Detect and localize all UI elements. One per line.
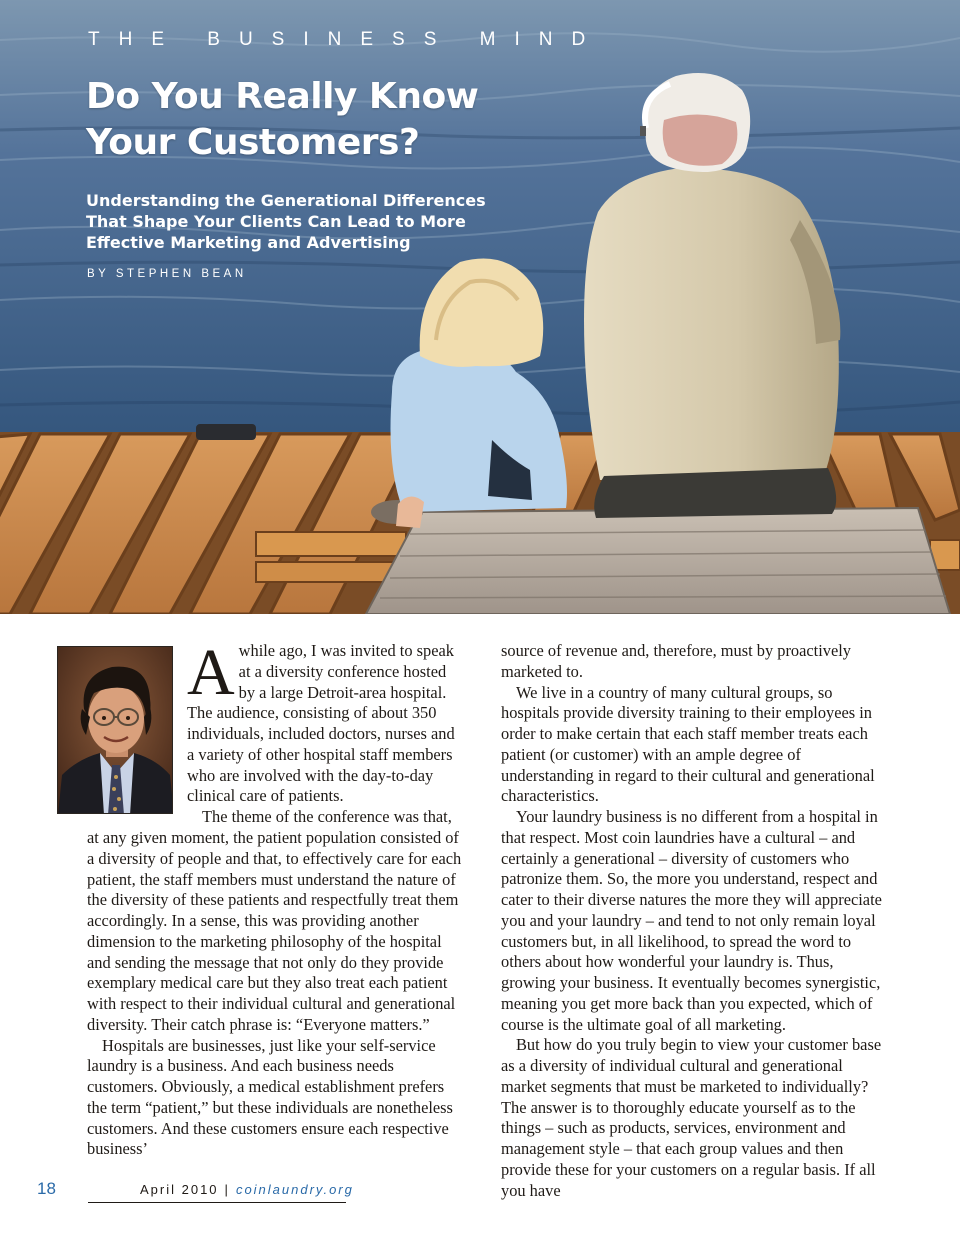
author-headshot (57, 646, 173, 814)
article-deck: Understanding the Generational Differences That Shape Your Clients Can Lead to More Effective Marketing and Advertising (86, 191, 486, 252)
article-column-2 (501, 641, 891, 1201)
article-paragraph-2: at any given moment, the patient population consisted of a diversity of people and that, to effectively care for each patient, the staff members must understand the nature of the diversity of these patients and respectfully treat them accordingly. In a sense, this was providing another dimension to the marketing philosophy of the hospital and sending the message that not only do they provide exemplary medical care but they also treat each patient with respect to their individual cultural and generational diversity. Their catch phrase is: “Everyone matters.” (87, 828, 462, 1034)
article-paragraph-1: Awhile ago, I was invited to speak at a diversity conference hosted by a large Detroit-area hospital. The audience, consisting of about 350 individuals, included doctors, nurses and a variety of other hospital staff members who are involved with the day-to-day clinical care of patients. (187, 636, 455, 806)
article-paragraph-3: Hospitals are businesses, just like your self-service laundry is a business. And each business needs customers. Obviously, a medical establishment prefers the term “patient,” but these individuals are nonetheless customers. And these customers ensure each respective business’ (87, 1035, 453, 1159)
section-label: THE BUSINESS MIND (88, 29, 605, 50)
article-paragraph-4: We live in a country of many cultural groups, so hospitals provide diversity training to their employees in order to make certain that each staff member treats each patient (or customer) with an ample degree of understanding in regard to their cultural and generational characteristics. (501, 682, 875, 806)
website-link[interactable]: coinlaundry.org (235, 1182, 354, 1197)
article-paragraph-6: But how do you truly begin to view your customer base as a diversity of individual cultural and generational market segments that must be marketed to individually? The answer is to thoroughly educate yourself as to the things – such as products, services, environment and management style – that each group values and then provide these for your customers on a regular basis. If all you have (501, 1035, 882, 1200)
hero-photo (0, 0, 960, 614)
article-paragraph-2-start: The theme of the conference was that, (202, 807, 452, 826)
article-column-1 (87, 828, 467, 1160)
author-portrait-illustration (58, 647, 173, 814)
article-column-1-top (187, 636, 459, 828)
article-paragraph-5: Your laundry business is no different from a hospital in that respect. Most coin laundries have a cultural – and certainly a generational – diversity of customers who patronize them. So, the more you understand, respect and cater to their diverse natures the more they will appreciate you and your laundry – and tend to not only remain loyal customers but, in all likelihood, to spread the word to others about how wonderful your laundry is. Thus, growing your business. It eventually becomes synergistic, meaning you get more back than you expected, which of course is the ultimate goal of all marketing. (501, 807, 882, 1034)
article-byline: BY STEPHEN BEAN (87, 268, 247, 280)
footer-separator: | (224, 1182, 230, 1197)
issue-date: April 2010 (140, 1182, 219, 1197)
footer-info (140, 1182, 354, 1197)
article-headline: Do You Really Know Your Customers? (86, 76, 479, 163)
page-number: 18 (37, 1179, 56, 1198)
article-paragraph-3-continued: source of revenue and, therefore, must by proactively marketed to. (501, 641, 851, 681)
drop-cap: A (187, 636, 235, 709)
footer-rule (88, 1202, 346, 1203)
